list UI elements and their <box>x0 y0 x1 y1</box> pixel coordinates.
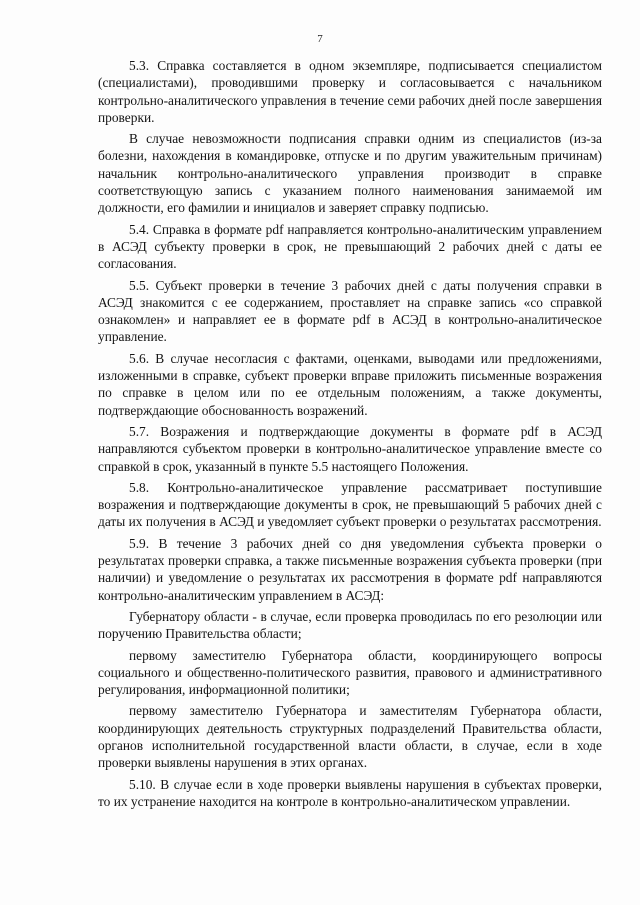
document-body <box>98 57 602 814</box>
paragraph-5-4: 5.4. Справка в формате pdf направляется контрольно-аналитическим управлением в АСЭД субъекту проверки в срок, не превышающий 2 рабочих дней с даты ее согласования. <box>98 221 602 272</box>
paragraph-5-9: 5.9. В течение 3 рабочих дней со дня уведомления субъекта проверки о результатах проверки справка, а также письменные возражения субъекта проверки (при наличии) и уведомление о результатах их рассмотрения в формате pdf направляются контрольно-аналитическим управлением в АСЭД: <box>98 535 602 603</box>
paragraph-5-10: 5.10. В случае если в ходе проверки выявлены нарушения в субъектах проверки, то их устранение находится на контроле в контрольно-аналитическом управлении. <box>98 776 602 809</box>
paragraph-5-9-deputies: первому заместителю Губернатора и заместителям Губернатора области, координирующих деятельность структурных подразделений Правительства области, органов исполнительной государственной власти области, в случае, если в ходе проверки выявлены нарушения в этих органах. <box>98 703 602 771</box>
paragraph-5-9-first-deputy: первому заместителю Губернатора области, координирующего вопросы социального и общественно-политического развития, правового и административного регулирования, информационной политики; <box>98 647 602 698</box>
paragraph-5-3-signature-case: В случае невозможности подписания справки одним из специалистов (из-за болезни, нахождения в командировке, отпуске и по другим уважительным причинам) начальник контрольно-аналитического управления производит в справке соответствующую запись с указанием полного наименования занимаемой им должности, его фамилии и инициалов и заверяет справку подписью. <box>98 131 602 216</box>
page-number: 7 <box>317 33 323 45</box>
paragraph-5-7: 5.7. Возражения и подтверждающие документы в формате pdf в АСЭД направляются субъектом проверки в контрольно-аналитическое управление вместе со справкой в срок, указанный в пункте 5.5 настоящего Положения. <box>98 423 602 474</box>
paragraph-5-9-governor: Губернатору области - в случае, если проверка проводилась по его резолюции или поручению Правительства области; <box>98 608 602 642</box>
paragraph-5-6: 5.6. В случае несогласия с фактами, оценками, выводами или предложениями, изложенными в справке, субъект проверки вправе приложить письменные возражения по справке в целом или по ее отдельным положениям, а также документы, подтверждающие обоснованность возражений. <box>98 350 602 418</box>
paragraph-5-5: 5.5. Субъект проверки в течение 3 рабочих дней с даты получения справки в АСЭД знакомится с ее содержанием, проставляет на справке запись «со справкой ознакомлен» и направляет ее в формате pdf в АСЭД в контрольно-аналитическое управление. <box>98 277 602 345</box>
paragraph-5-3: 5.3. Справка составляется в одном экземпляре, подписывается специалистом (специалистами), проводившими проверку и согласовывается с начальником контрольно-аналитического управления в течение семи рабочих дней после завершения проверки. <box>98 58 602 125</box>
paragraph-5-8: 5.8. Контрольно-аналитическое управление рассматривает поступившие возражения и подтверждающие документы в срок, не превышающий 5 рабочих дней с даты их получения в АСЭД и уведомляет субъект проверки о результатах рассмотрения. <box>98 479 602 530</box>
